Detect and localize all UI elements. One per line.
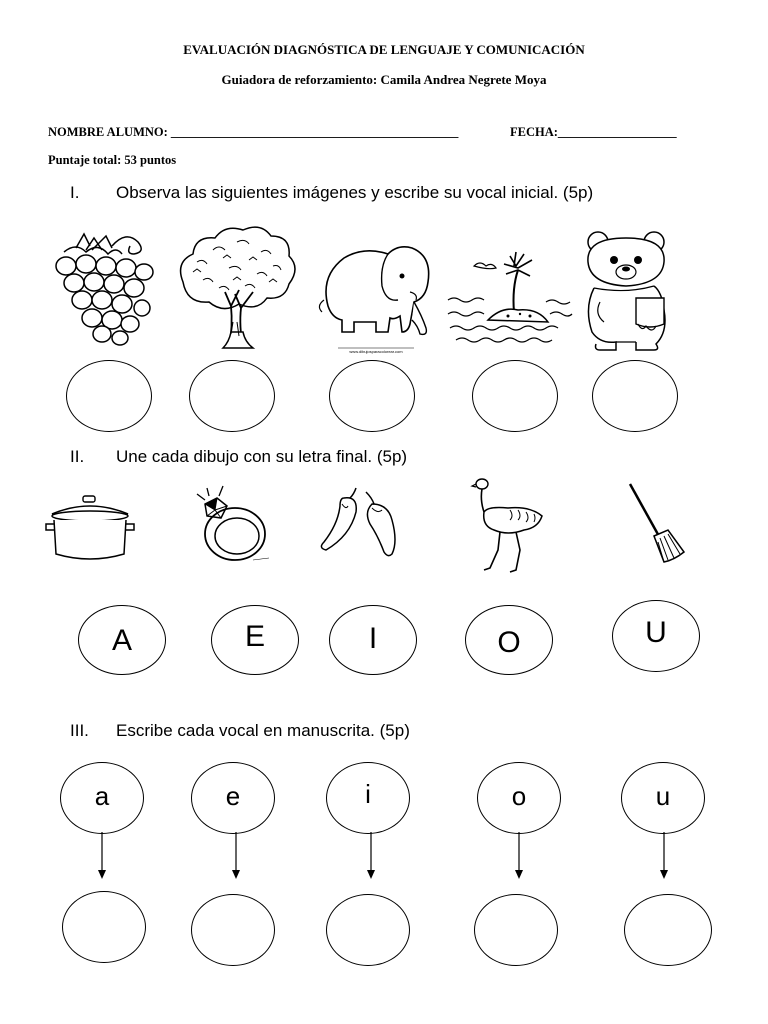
letter-circle-i[interactable] xyxy=(329,605,417,675)
ostrich-illustration xyxy=(460,476,546,578)
arrow-down-icon xyxy=(366,832,376,880)
answer-circle-3[interactable] xyxy=(329,360,415,432)
section-2-heading xyxy=(70,447,407,467)
section-2-number: II. xyxy=(70,447,85,466)
broom-illustration xyxy=(622,480,688,564)
section-3-instruction: Escribe cada vocal en manuscrita. (5p) xyxy=(116,721,410,740)
manuscript-answer-5[interactable] xyxy=(624,894,712,966)
manuscript-answer-4[interactable] xyxy=(474,894,558,966)
section-1-heading xyxy=(70,183,593,203)
arrow-down-icon xyxy=(514,832,524,880)
ring-illustration xyxy=(183,484,275,570)
vowel-o: o xyxy=(511,780,527,811)
manuscript-answer-2[interactable] xyxy=(191,894,275,966)
letter-circle-u[interactable] xyxy=(612,600,700,672)
section-1-number: I. xyxy=(70,183,80,202)
letter-o: O xyxy=(497,626,521,659)
student-name-field[interactable]: NOMBRE ALUMNO: ______________________________________________ xyxy=(48,125,459,139)
document-subtitle: Guiadora de reforzamiento: Camila Andrea Negrete Moya xyxy=(221,72,547,87)
section-2-instruction: Une cada dibujo con su letra final. (5p) xyxy=(116,447,408,466)
vowel-circle-e xyxy=(191,762,275,834)
image-caption: www.dibujosparacolorear.com xyxy=(349,349,403,354)
answer-circle-4[interactable] xyxy=(472,360,558,432)
vowel-e: e xyxy=(225,780,241,811)
arrow-down-icon xyxy=(97,832,107,880)
manuscript-answer-1[interactable] xyxy=(62,891,146,963)
answer-circle-5[interactable] xyxy=(592,360,678,432)
total-score: Puntaje total: 53 puntos xyxy=(48,153,177,167)
vowel-circle-a xyxy=(60,762,144,834)
chili-illustration xyxy=(316,484,408,558)
section-1-instruction: Observa las siguientes imágenes y escribe su vocal inicial. (5p) xyxy=(116,183,594,202)
arrow-down-icon xyxy=(231,832,241,880)
vowel-circle-i xyxy=(326,762,410,834)
letter-circle-a[interactable] xyxy=(78,605,166,675)
vowel-circle-o xyxy=(477,762,561,834)
letter-e: E xyxy=(244,620,265,653)
vowel-circle-u xyxy=(621,762,705,834)
vowel-i: i xyxy=(365,778,371,809)
letter-a: A xyxy=(111,624,132,657)
letter-circle-o[interactable] xyxy=(465,605,553,675)
document-title: EVALUACIÓN DIAGNÓSTICA DE LENGUAJE Y COMUNICACIÓN xyxy=(183,42,585,57)
answer-circle-2[interactable] xyxy=(189,360,275,432)
letter-circle-e[interactable] xyxy=(211,605,299,675)
bear-illustration xyxy=(580,228,672,354)
section-3-number: III. xyxy=(70,721,89,740)
manuscript-answer-3[interactable] xyxy=(326,894,410,966)
pot-illustration xyxy=(44,494,136,564)
elephant-illustration xyxy=(314,236,438,354)
letter-i: I xyxy=(368,622,378,655)
island-illustration xyxy=(446,248,574,344)
vowel-a: a xyxy=(94,780,110,811)
vowel-u: u xyxy=(655,780,671,811)
tree-illustration xyxy=(173,222,303,352)
answer-circle-1[interactable] xyxy=(66,360,152,432)
arrow-down-icon xyxy=(659,832,669,880)
section-3-heading xyxy=(70,721,410,741)
date-field[interactable]: FECHA:___________________ xyxy=(510,125,677,139)
letter-u: U xyxy=(645,616,667,649)
grapes-illustration xyxy=(46,228,162,350)
